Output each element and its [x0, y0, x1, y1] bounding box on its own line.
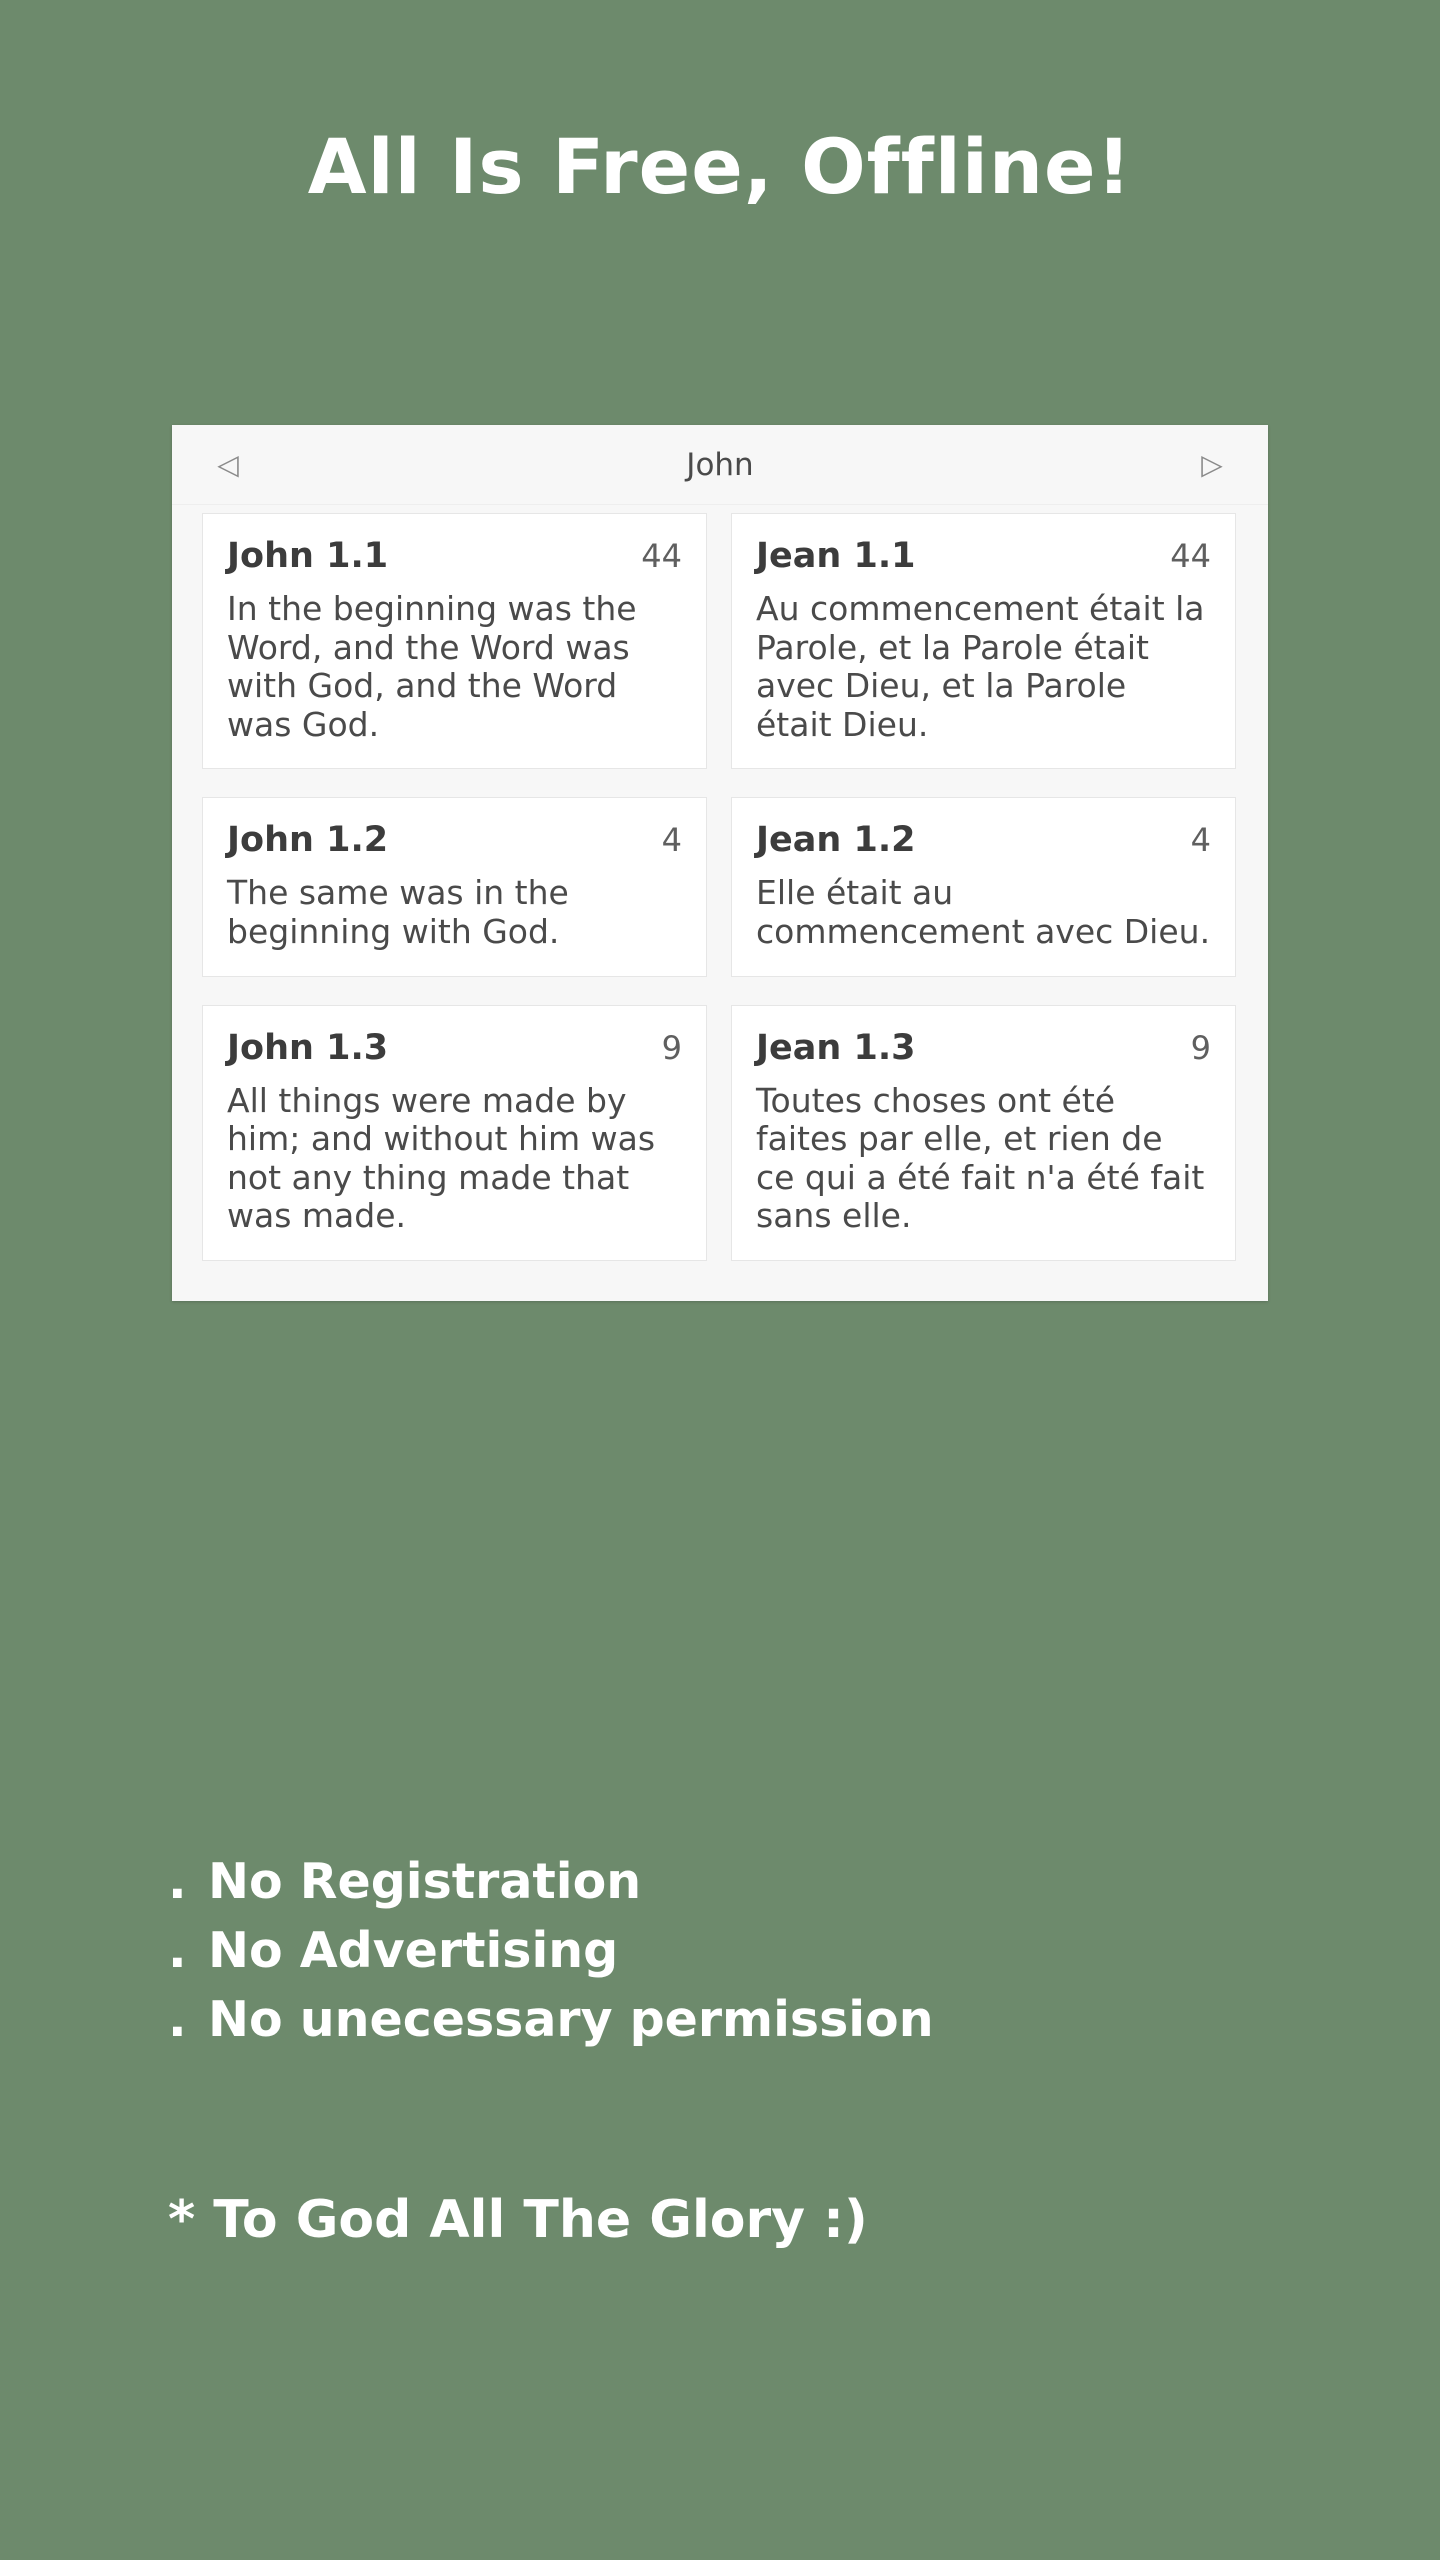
- verse-reference: Jean 1.3: [756, 1027, 916, 1068]
- list-item-label: No Registration: [208, 1853, 642, 1910]
- list-item: [168, 1921, 934, 1979]
- list-item: [168, 1855, 934, 1909]
- verse-reference: John 1.3: [227, 1027, 389, 1068]
- next-chapter-icon[interactable]: ▷: [1201, 447, 1223, 481]
- verse-header: [756, 1028, 1211, 1068]
- verse-card-english[interactable]: [202, 513, 707, 769]
- verse-card-english[interactable]: [202, 797, 707, 976]
- verse-text: Elle était au commencement avec Dieu.: [756, 873, 1211, 952]
- feature-list: [168, 1855, 934, 2062]
- verse-grid: [172, 505, 1268, 1289]
- verse-card-french[interactable]: [731, 513, 1236, 769]
- verse-text: All things were made by him; and without him was not any thing made that was made.: [227, 1080, 656, 1236]
- verse-row: [202, 513, 1238, 769]
- verse-word-count: 44: [641, 537, 682, 575]
- verse-header: [227, 820, 682, 860]
- app-topbar: [172, 425, 1268, 505]
- verse-word-count: 44: [1170, 537, 1211, 575]
- verse-row: [202, 1005, 1238, 1261]
- verse-text: In the beginning was the Word, and the Word was with God, and the Word was God.: [227, 589, 637, 744]
- previous-chapter-icon[interactable]: ◁: [217, 447, 239, 481]
- verse-text: Toutes choses ont été faites par elle, et rien de ce qui a été fait n'a été fait sans elle.: [756, 1080, 1205, 1236]
- verse-word-count: 9: [661, 1028, 682, 1067]
- verse-header: [756, 536, 1211, 576]
- verse-word-count: 4: [661, 821, 682, 860]
- verse-row: [202, 797, 1238, 976]
- verse-card-french[interactable]: [731, 1005, 1236, 1261]
- verse-reference: Jean 1.2: [756, 820, 916, 861]
- bullet-marker: .: [168, 1921, 187, 1979]
- verse-reference: Jean 1.1: [756, 536, 916, 576]
- verse-header: [756, 820, 1211, 860]
- bullet-marker: .: [168, 1853, 187, 1910]
- verse-reference: John 1.1: [227, 536, 389, 576]
- verse-text: The same was in the beginning with God.: [227, 873, 569, 952]
- verse-word-count: 9: [1190, 1028, 1211, 1067]
- verse-card-french[interactable]: [731, 797, 1236, 976]
- list-item-label: No Advertising: [208, 1921, 619, 1979]
- verse-word-count: 4: [1190, 821, 1211, 860]
- bullet-marker: .: [168, 1990, 187, 2048]
- glory-tagline: * To God All The Glory :): [168, 2190, 868, 2250]
- app-book-title: John: [686, 446, 754, 483]
- list-item: [168, 1990, 934, 2048]
- list-item-label: No unecessary permission: [208, 1990, 934, 2048]
- page-title: All Is Free, Offline!: [307, 122, 1133, 211]
- verse-text: Au commencement était la Parole, et la Parole était avec Dieu, et la Parole était Dieu.: [756, 589, 1205, 744]
- verse-card-english[interactable]: [202, 1005, 707, 1261]
- app-screenshot: [172, 425, 1268, 1301]
- verse-reference: John 1.2: [227, 820, 389, 861]
- verse-header: [227, 536, 682, 576]
- verse-header: [227, 1028, 682, 1068]
